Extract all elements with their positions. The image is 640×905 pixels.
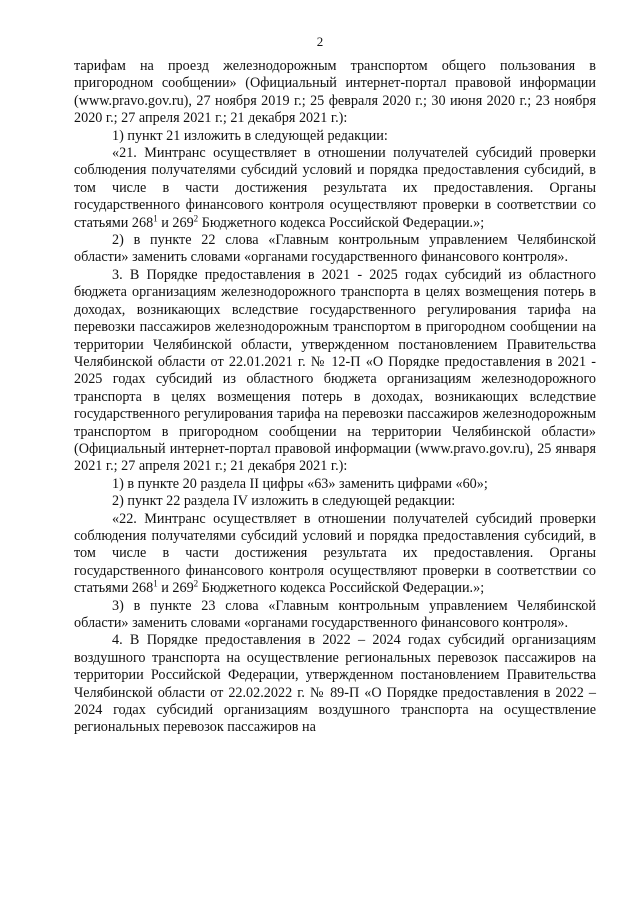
- paragraph-continuation: тарифам на проезд железнодорожным транспортом общего пользования в пригородном сообщении» (Официальный интернет-портал правовой информации (www.pravo.gov.ru), 27 ноября 2019 г.; 25 февраля 2020 г.; 30 июня 2020 г.; 23 ноября 2020 г.; 27 апреля 2021 г.; 21 декабря 2021 г.):: [74, 58, 596, 127]
- new-clause-21: «21. Минтранс осуществляет в отношении получателей субсидий проверки соблюдения получателями субсидий условий и порядка предоставления субсидий, в том числе в части достижения результата их предоставления. Органы государственного финансового контроля осуществляют проверки в соответствии со статьями $268^1$ и $269^2$ Бюджетного кодекса Российской Федерации.»;: [74, 145, 596, 231]
- section-3-item-3: 3) в пункте 23 слова «Главным контрольным управлением Челябинской области» заменить словами «органами государственного финансового контроля».: [74, 597, 596, 631]
- amendment-item-1: 1) пункт 21 изложить в следующей редакции:: [112, 127, 388, 144]
- page-number: 2: [316, 34, 324, 49]
- section-3-item-1: 1) в пункте 20 раздела II цифры «63» заменить цифрами «60»;: [112, 475, 488, 492]
- document-body: [74, 58, 596, 737]
- section-3-paragraph: 3. В Порядке предоставления в 2021 - 2025 годах субсидий из областного бюджета организациям железнодорожного транспорта в целях возмещения потерь в доходах, возникающих вследствие государственного регулирования тарифа на перевозки пассажиров железнодорожным транспортом в пригородном сообщении на территории Челябинской области, утвержденном постановлением Правительства Челябинской области от 22.01.2021 г. № 12-П «О Порядке предоставления в 2021 - 2025 годах субсидий из областного бюджета организациям железнодорожного транспорта в целях возмещения потерь в доходах, возникающих вследствие государственного регулирования тарифа на перевозки пассажиров железнодорожным транспортом в пригородном сообщении на территории Челябинской области» (Официальный интернет-портал правовой информации (www.pravo.gov.ru), 25 января 2021 г.; 27 апреля 2021 г.; 21 декабря 2021 г.):: [74, 266, 596, 475]
- section-4-paragraph: 4. В Порядке предоставления в 2022 – 2024 годах субсидий организациям воздушного транспорта на осуществление региональных перевозок пассажиров на территории Российской Федерации, утвержденном постановлением Правительства Челябинской области от 22.02.2022 г. № 89-П «О Порядке предоставления в 2022 – 2024 годах субсидий организациям воздушного транспорта на осуществление региональных перевозок пассажиров на: [74, 632, 596, 736]
- amendment-item-2: 2) в пункте 22 слова «Главным контрольным управлением Челябинской области» заменить словами «органами государственного финансового контроля».: [74, 232, 596, 266]
- new-clause-22: «22. Минтранс осуществляет в отношении получателей субсидий проверки соблюдения получателями субсидий условий и порядка предоставления субсидий, в том числе в части достижения результата их предоставления. Органы государственного финансового контроля осуществляют проверки в соответствии со статьями $268^1$ и $269^2$ Бюджетного кодекса Российской Федерации.»;: [74, 510, 596, 597]
- section-3-item-2: 2) пункт 22 раздела IV изложить в следующей редакции:: [112, 493, 456, 510]
